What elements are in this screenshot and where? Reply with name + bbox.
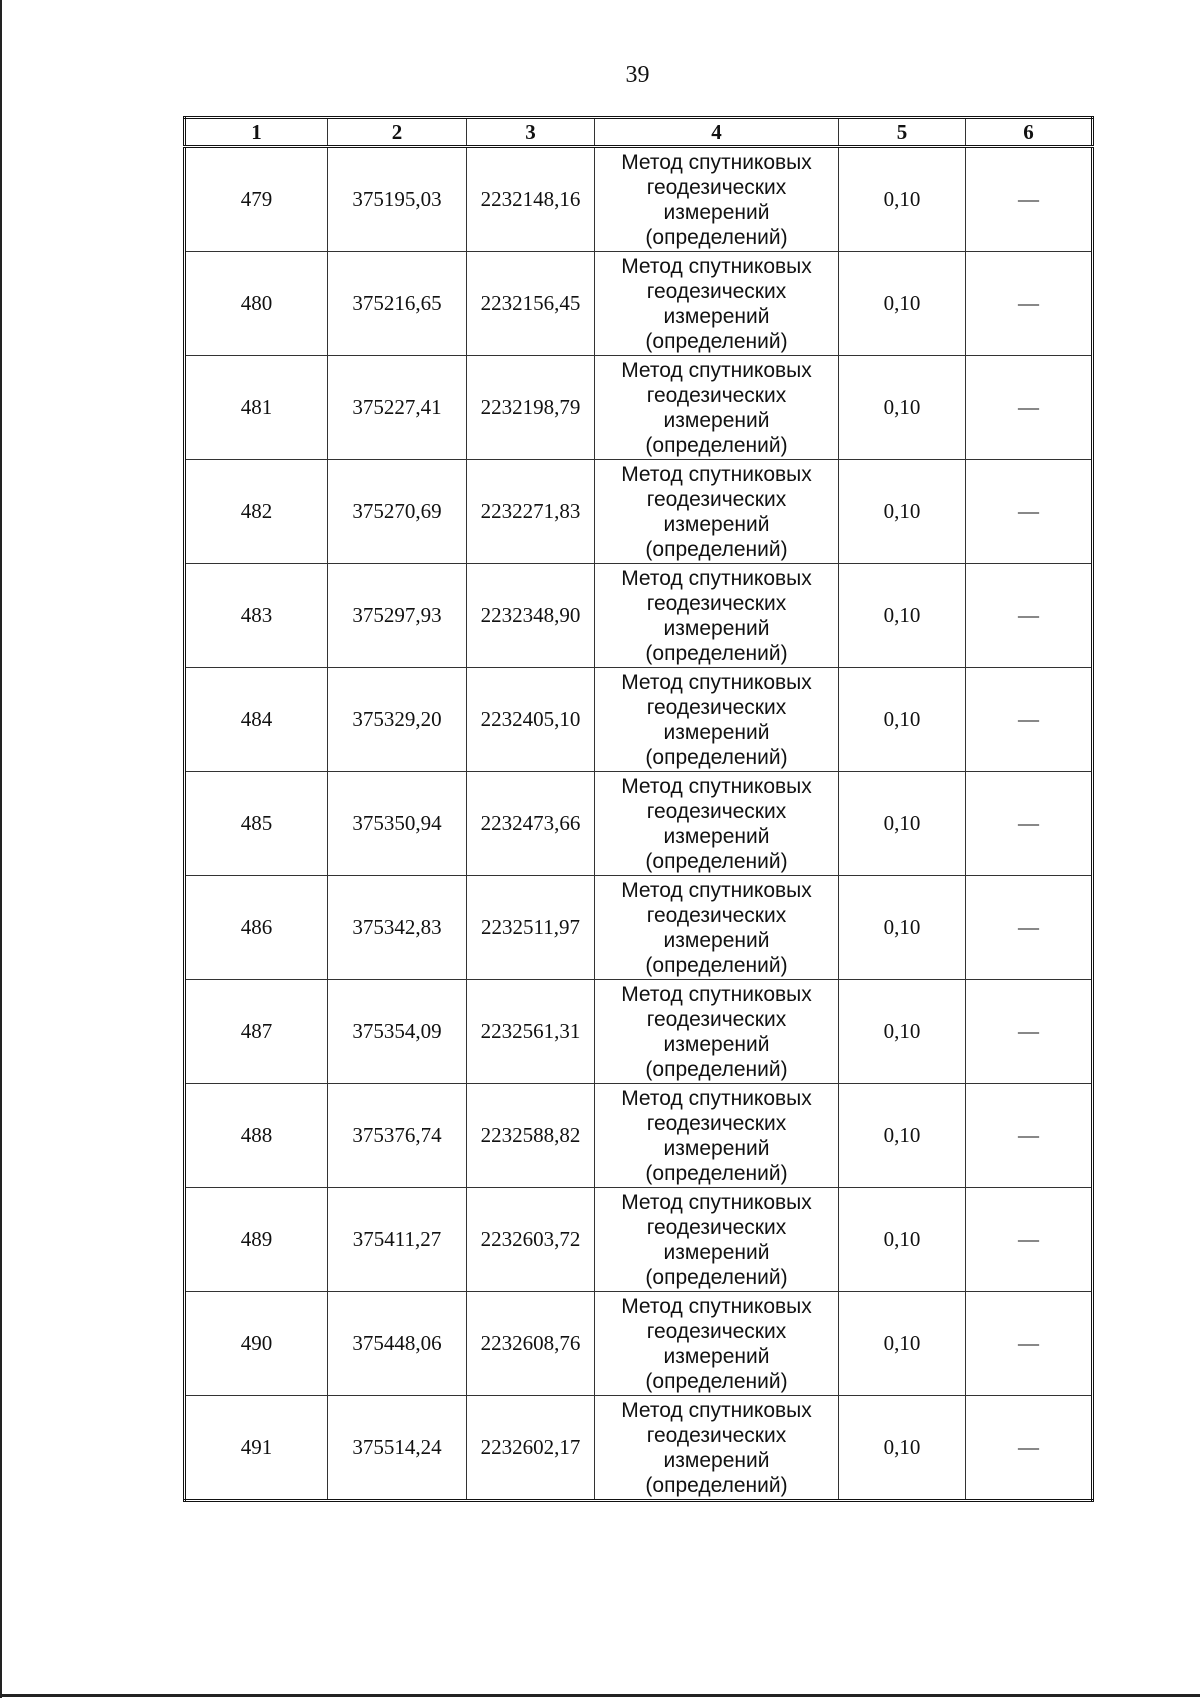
- note-cell: —: [966, 252, 1093, 356]
- method-line: (определений): [645, 1161, 788, 1185]
- y-coordinate-cell: 2232198,79: [467, 356, 595, 460]
- table-row: [185, 772, 1093, 876]
- method-line: измерений: [663, 304, 770, 328]
- method-line: (определений): [645, 1473, 788, 1497]
- method-line: Метод спутниковых: [621, 1086, 812, 1110]
- note-cell: —: [966, 460, 1093, 564]
- table-row: [185, 252, 1093, 356]
- note-cell: —: [966, 980, 1093, 1084]
- x-coordinate-cell: 375354,09: [328, 980, 467, 1084]
- x-coordinate-cell: 375350,94: [328, 772, 467, 876]
- table-row: [185, 147, 1093, 252]
- method-line: измерений: [663, 928, 770, 952]
- accuracy-cell: 0,10: [839, 1188, 966, 1292]
- point-number-cell: 486: [185, 876, 328, 980]
- accuracy-cell: 0,10: [839, 772, 966, 876]
- note-cell: —: [966, 356, 1093, 460]
- point-number-cell: 490: [185, 1292, 328, 1396]
- note-cell: —: [966, 668, 1093, 772]
- column-header: 3: [467, 118, 595, 147]
- y-coordinate-cell: 2232561,31: [467, 980, 595, 1084]
- table-row: [185, 1188, 1093, 1292]
- point-number-cell: 479: [185, 147, 328, 252]
- method-line: геодезических: [646, 383, 787, 407]
- method-cell: [595, 668, 839, 772]
- table-body: [185, 147, 1093, 1501]
- table-row: [185, 876, 1093, 980]
- note-cell: —: [966, 147, 1093, 252]
- table-row: [185, 564, 1093, 668]
- method-line: геодезических: [646, 1423, 787, 1447]
- method-line: (определений): [645, 1057, 788, 1081]
- table-row: [185, 1292, 1093, 1396]
- accuracy-cell: 0,10: [839, 668, 966, 772]
- y-coordinate-cell: 2232405,10: [467, 668, 595, 772]
- table-row: [185, 356, 1093, 460]
- method-line: (определений): [645, 1265, 788, 1289]
- y-coordinate-cell: 2232588,82: [467, 1084, 595, 1188]
- y-coordinate-cell: 2232602,17: [467, 1396, 595, 1501]
- method-cell: [595, 1292, 839, 1396]
- method-line: геодезических: [646, 591, 787, 615]
- method-line: измерений: [663, 1032, 770, 1056]
- x-coordinate-cell: 375376,74: [328, 1084, 467, 1188]
- method-line: геодезических: [646, 695, 787, 719]
- method-line: (определений): [645, 433, 788, 457]
- point-number-cell: 481: [185, 356, 328, 460]
- point-number-cell: 485: [185, 772, 328, 876]
- method-line: геодезических: [646, 903, 787, 927]
- method-line: геодезических: [646, 279, 787, 303]
- method-cell: [595, 564, 839, 668]
- method-line: Метод спутниковых: [621, 878, 812, 902]
- accuracy-cell: 0,10: [839, 147, 966, 252]
- accuracy-cell: 0,10: [839, 980, 966, 1084]
- note-cell: —: [966, 876, 1093, 980]
- note-cell: —: [966, 1188, 1093, 1292]
- method-line: геодезических: [646, 1111, 787, 1135]
- column-header: 6: [966, 118, 1093, 147]
- method-line: геодезических: [646, 1215, 787, 1239]
- column-header: 5: [839, 118, 966, 147]
- method-line: Метод спутниковых: [621, 1190, 812, 1214]
- y-coordinate-cell: 2232148,16: [467, 147, 595, 252]
- method-line: Метод спутниковых: [621, 982, 812, 1006]
- table-row: [185, 668, 1093, 772]
- method-line: Метод спутниковых: [621, 150, 812, 174]
- point-number-cell: 487: [185, 980, 328, 1084]
- y-coordinate-cell: 2232271,83: [467, 460, 595, 564]
- y-coordinate-cell: 2232603,72: [467, 1188, 595, 1292]
- method-line: геодезических: [646, 175, 787, 199]
- method-cell: [595, 252, 839, 356]
- x-coordinate-cell: 375270,69: [328, 460, 467, 564]
- accuracy-cell: 0,10: [839, 1084, 966, 1188]
- x-coordinate-cell: 375514,24: [328, 1396, 467, 1501]
- table-header: [185, 118, 1093, 147]
- note-cell: —: [966, 772, 1093, 876]
- y-coordinate-cell: 2232511,97: [467, 876, 595, 980]
- column-header: 2: [328, 118, 467, 147]
- method-cell: [595, 772, 839, 876]
- method-line: измерений: [663, 512, 770, 536]
- table-row: [185, 460, 1093, 564]
- scan-edge-bottom: [0, 1694, 1200, 1697]
- page-number: 39: [625, 62, 650, 88]
- method-line: Метод спутниковых: [621, 358, 812, 382]
- method-cell: [595, 1396, 839, 1501]
- accuracy-cell: 0,10: [839, 564, 966, 668]
- method-line: геодезических: [646, 799, 787, 823]
- x-coordinate-cell: 375448,06: [328, 1292, 467, 1396]
- accuracy-cell: 0,10: [839, 356, 966, 460]
- method-line: (определений): [645, 537, 788, 561]
- accuracy-cell: 0,10: [839, 252, 966, 356]
- method-cell: [595, 1188, 839, 1292]
- y-coordinate-cell: 2232156,45: [467, 252, 595, 356]
- method-line: измерений: [663, 616, 770, 640]
- note-cell: —: [966, 1084, 1093, 1188]
- accuracy-cell: 0,10: [839, 460, 966, 564]
- method-line: Метод спутниковых: [621, 462, 812, 486]
- x-coordinate-cell: 375411,27: [328, 1188, 467, 1292]
- point-number-cell: 489: [185, 1188, 328, 1292]
- coordinates-table: [183, 116, 1094, 1502]
- method-line: геодезических: [646, 487, 787, 511]
- accuracy-cell: 0,10: [839, 876, 966, 980]
- method-line: геодезических: [646, 1007, 787, 1031]
- method-line: измерений: [663, 200, 770, 224]
- method-line: (определений): [645, 745, 788, 769]
- method-line: (определений): [645, 1369, 788, 1393]
- y-coordinate-cell: 2232473,66: [467, 772, 595, 876]
- x-coordinate-cell: 375329,20: [328, 668, 467, 772]
- method-line: измерений: [663, 1448, 770, 1472]
- column-header: 4: [595, 118, 839, 147]
- point-number-cell: 480: [185, 252, 328, 356]
- method-line: (определений): [645, 953, 788, 977]
- accuracy-cell: 0,10: [839, 1396, 966, 1501]
- method-line: Метод спутниковых: [621, 670, 812, 694]
- method-line: (определений): [645, 329, 788, 353]
- method-line: измерений: [663, 1136, 770, 1160]
- point-number-cell: 483: [185, 564, 328, 668]
- method-line: измерений: [663, 1240, 770, 1264]
- x-coordinate-cell: 375342,83: [328, 876, 467, 980]
- point-number-cell: 482: [185, 460, 328, 564]
- y-coordinate-cell: 2232348,90: [467, 564, 595, 668]
- point-number-cell: 484: [185, 668, 328, 772]
- note-cell: —: [966, 564, 1093, 668]
- method-line: измерений: [663, 408, 770, 432]
- method-cell: [595, 356, 839, 460]
- point-number-cell: 491: [185, 1396, 328, 1501]
- method-cell: [595, 980, 839, 1084]
- method-line: (определений): [645, 849, 788, 873]
- table-row: [185, 1084, 1093, 1188]
- method-line: геодезических: [646, 1319, 787, 1343]
- x-coordinate-cell: 375297,93: [328, 564, 467, 668]
- method-cell: [595, 876, 839, 980]
- method-line: Метод спутниковых: [621, 774, 812, 798]
- method-cell: [595, 1084, 839, 1188]
- header-row: [185, 118, 1093, 147]
- point-number-cell: 488: [185, 1084, 328, 1188]
- method-line: Метод спутниковых: [621, 1398, 812, 1422]
- x-coordinate-cell: 375227,41: [328, 356, 467, 460]
- note-cell: —: [966, 1292, 1093, 1396]
- method-line: измерений: [663, 720, 770, 744]
- method-line: Метод спутниковых: [621, 254, 812, 278]
- method-line: (определений): [645, 641, 788, 665]
- note-cell: —: [966, 1396, 1093, 1501]
- method-line: измерений: [663, 1344, 770, 1368]
- method-line: Метод спутниковых: [621, 566, 812, 590]
- y-coordinate-cell: 2232608,76: [467, 1292, 595, 1396]
- method-line: (определений): [645, 225, 788, 249]
- method-line: Метод спутниковых: [621, 1294, 812, 1318]
- table-row: [185, 980, 1093, 1084]
- table-row: [185, 1396, 1093, 1501]
- column-header: 1: [185, 118, 328, 147]
- scan-edge-left: [0, 0, 2, 1698]
- method-cell: [595, 460, 839, 564]
- x-coordinate-cell: 375195,03: [328, 147, 467, 252]
- accuracy-cell: 0,10: [839, 1292, 966, 1396]
- x-coordinate-cell: 375216,65: [328, 252, 467, 356]
- method-cell: [595, 147, 839, 252]
- method-line: измерений: [663, 824, 770, 848]
